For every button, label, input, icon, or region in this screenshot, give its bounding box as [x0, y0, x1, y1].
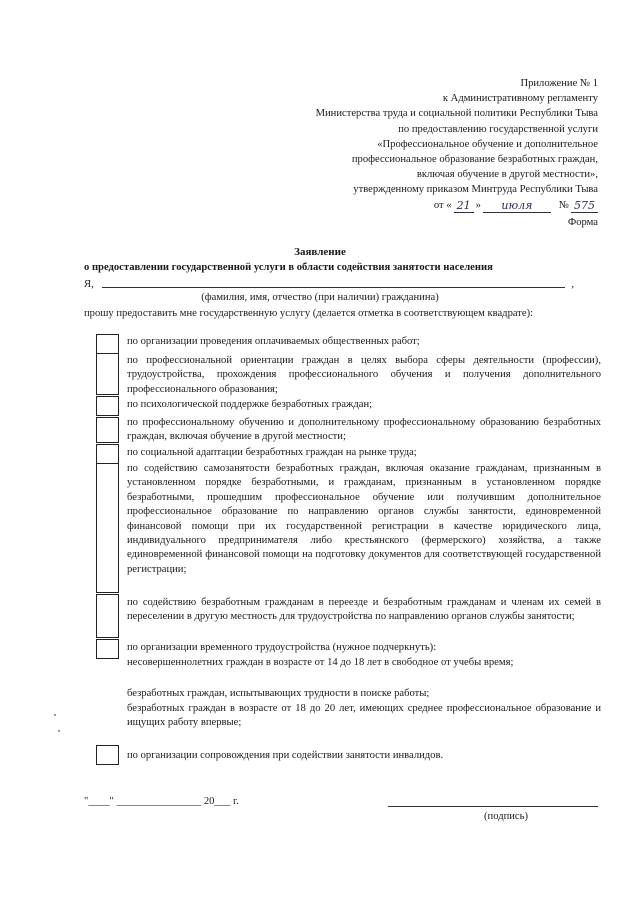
approval-header [316, 76, 598, 213]
form-label: Форма [567, 217, 598, 228]
checkbox-psychological-support[interactable] [96, 396, 119, 416]
checkbox-self-employment[interactable] [96, 463, 119, 593]
applicant-line [84, 277, 574, 290]
applicant-name-field[interactable] [102, 277, 566, 288]
checkbox-career-guidance[interactable] [96, 353, 119, 395]
option-career-guidance: по профессиональной ориентации граждан в целях выбора сферы деятельности (профессии), трудоустройства, прохождения профессионального обучения и получения дополнительного профессионального образования; [127, 355, 601, 395]
header-line: Министерства труда и социальной политики Республики Тыва [315, 108, 598, 120]
option-social-adaptation: по социальной адаптации безработных граждан на рынке труда; [127, 447, 417, 458]
checkbox-public-works[interactable] [96, 334, 119, 354]
option-relocation: по содействию безработным гражданам в переезде и безработным гражданам и членам их семей в переселении в другую местность для трудоустройства по направлению органов службы занятости; [127, 597, 601, 623]
scan-speck [54, 714, 56, 716]
ya-end: , [571, 279, 574, 290]
option-disabled-support: по организации сопровождения при содействии занятости инвалидов. [127, 750, 444, 761]
header-line: по предоставлению государственной услуги [398, 123, 598, 135]
handwritten-day: 21 [454, 200, 474, 213]
temp-employment-difficult: безработных граждан, испытывающих трудности в поиске работы; [127, 688, 430, 699]
temp-employment-young: безработных граждан в возрасте от 18 до 20 лет, имеющих среднее профессиональное образование и ищущих работу впервые; [127, 703, 601, 729]
handwritten-month: июля [483, 200, 551, 213]
option-vocational-training: по профессиональному обучению и дополнительному профессиональному образованию безработных граждан, включая обучение в другой местности; [127, 417, 601, 443]
date-mid: » [475, 199, 481, 211]
header-line: Приложение № 1 [520, 78, 598, 89]
ya-label: Я, [84, 279, 94, 290]
header-line: к Административному регламенту [442, 93, 598, 105]
order-date-line [316, 198, 598, 213]
checkbox-disabled-support[interactable] [96, 745, 119, 765]
date-prefix: от « [433, 199, 452, 211]
header-line: утвержденному приказом Минтруда Республики Тыва [353, 184, 598, 196]
scan-speck [58, 730, 60, 732]
request-text: прошу предоставить мне государственную услугу (делается отметка в соответствующем квадрате): [84, 308, 534, 319]
option-self-employment: по содействию самозанятости безработных граждан, включая оказание гражданам, признанным в установленном порядке безработными, и гражданам, признанным в установленном порядке безработными, прошедшим профессиональное обучение или получившим дополнительное профессиональное образование по направлению органов службы занятости, единовременной финансовой помощи при их государственной регистрации в качестве юридического лица, индивидуального предпринимателя либо крестьянского (фермерского) хозяйства, а также единовременной финансовой помощи на подготовку документов для соответствующей государственной регистрации; [127, 463, 601, 575]
checkbox-vocational-training[interactable] [96, 417, 119, 443]
option-public-works: по организации проведения оплачиваемых общественных работ; [127, 336, 420, 347]
signature-date-field[interactable]: "____" ________________ 20___ г. [84, 796, 239, 807]
header-line: «Профессиональное обучение и дополнительное [377, 138, 598, 150]
signature-hint: (подпись) [484, 811, 528, 822]
checkbox-social-adaptation[interactable] [96, 444, 119, 464]
document-title: Заявление [294, 246, 346, 258]
checkbox-temporary-employment[interactable] [96, 639, 119, 659]
number-prefix: № [558, 199, 569, 211]
handwritten-number: 575 [571, 200, 598, 213]
header-line: профессиональное образование безработных граждан, [351, 154, 598, 166]
fio-hint: (фамилия, имя, отчество (при наличии) гражданина) [201, 292, 439, 303]
checkbox-relocation[interactable] [96, 594, 119, 638]
signature-line[interactable] [388, 806, 598, 807]
temp-employment-minors: несовершеннолетних граждан в возрасте от 14 до 18 лет в свободное от учебы время; [127, 657, 514, 668]
document-subtitle: о предоставлении государственной услуги в области содействия занятости населения [84, 262, 493, 273]
option-temporary-employment: по организации временного трудоустройства (нужное подчеркнуть): [127, 642, 437, 653]
option-psychological-support: по психологической поддержке безработных граждан; [127, 399, 373, 410]
header-line: включая обучение в другой местности», [416, 169, 598, 181]
